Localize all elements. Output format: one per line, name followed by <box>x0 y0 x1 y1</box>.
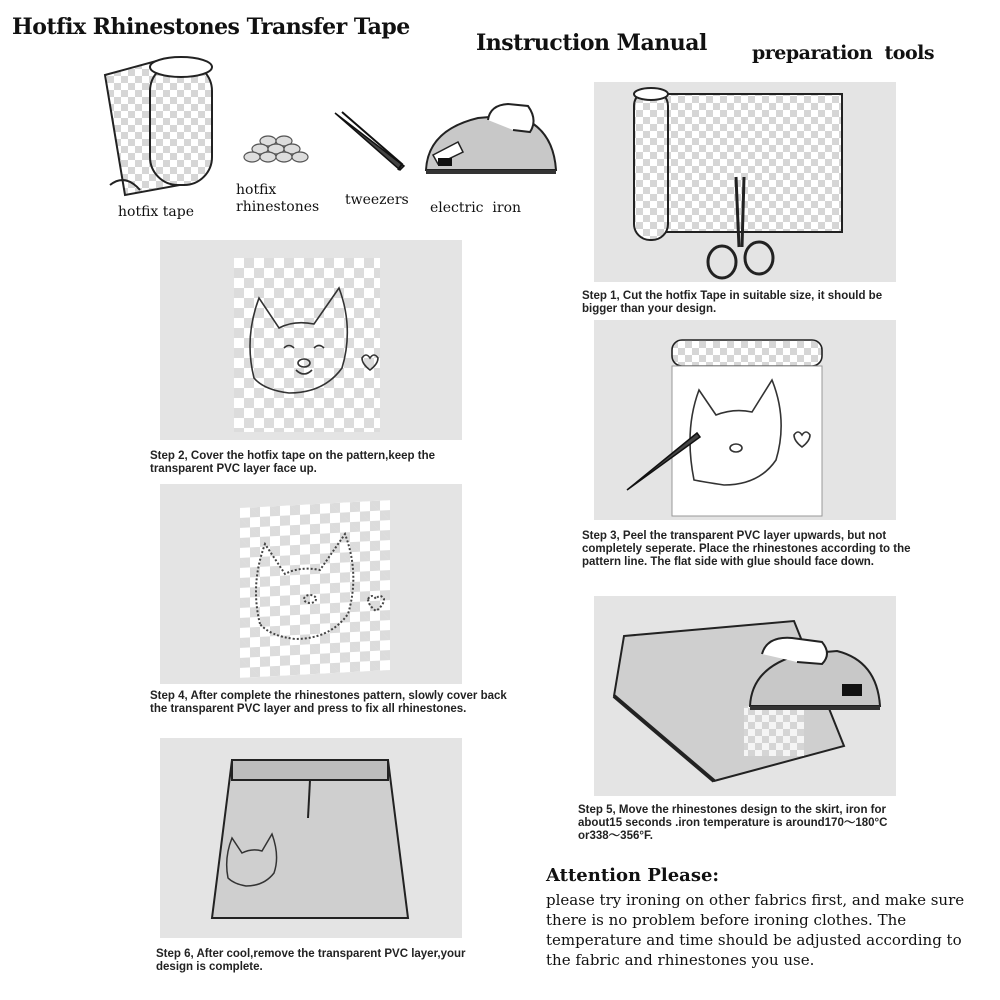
tool-label-tweezers: tweezers <box>345 192 409 208</box>
rhinestones-icon <box>238 133 318 173</box>
step6-caption: Step 6, After cool,remove the transparent PVC layer,your design is complete. <box>156 948 466 973</box>
scissors-icon <box>694 172 784 282</box>
step1-panel <box>594 82 896 282</box>
iron-icon <box>742 636 882 716</box>
tweezers-icon <box>330 108 410 178</box>
tool-label-iron: electric iron <box>430 200 522 216</box>
step2-caption: Step 2, Cover the hotfix tape on the pattern,keep the transparent PVC layer face up. <box>150 450 435 475</box>
tweezers-icon <box>622 428 702 498</box>
step5-panel <box>594 596 896 796</box>
attention-heading: Attention Please: <box>546 865 720 886</box>
page-subtitle: Instruction Manual <box>476 30 707 56</box>
step1-caption: Step 1, Cut the hotfix Tape in suitable size, it should be bigger than your design. <box>582 290 883 315</box>
page-title: Hotfix Rhinestones Transfer Tape <box>12 14 410 40</box>
step2-panel <box>160 240 462 440</box>
iron-icon <box>418 100 558 180</box>
tool-label-rhinestones: hotfix rhinestones <box>236 182 320 215</box>
tools-heading: preparation tools <box>752 42 935 64</box>
dog-face-icon <box>240 504 390 674</box>
step3-panel <box>594 320 896 520</box>
step5-caption: Step 5, Move the rhinestones design to the skirt, iron for about15 seconds .iron temperature is around170～180°C or338～356°F. <box>578 804 888 842</box>
dog-face-icon <box>234 258 380 432</box>
skirt-icon <box>160 738 462 938</box>
attention-body: please try ironing on other fabrics first, and make sure there is no problem before ironing clothes. The temperature and time should be adjusted according to the fabric and rhinestones you use. <box>546 891 965 969</box>
step6-panel <box>160 738 462 938</box>
step4-panel <box>160 484 462 684</box>
tool-label-tape: hotfix tape <box>118 204 194 220</box>
step3-caption: Step 3, Peel the transparent PVC layer upwards, but not completely seperate. Place the rhinestones according to the pattern line. The flat side with glue should face down. <box>582 530 911 568</box>
step4-caption: Step 4, After complete the rhinestones pattern, slowly cover back the transparent PVC layer and press to fix all rhinestones. <box>150 690 507 715</box>
tape-roll-icon <box>100 55 230 195</box>
